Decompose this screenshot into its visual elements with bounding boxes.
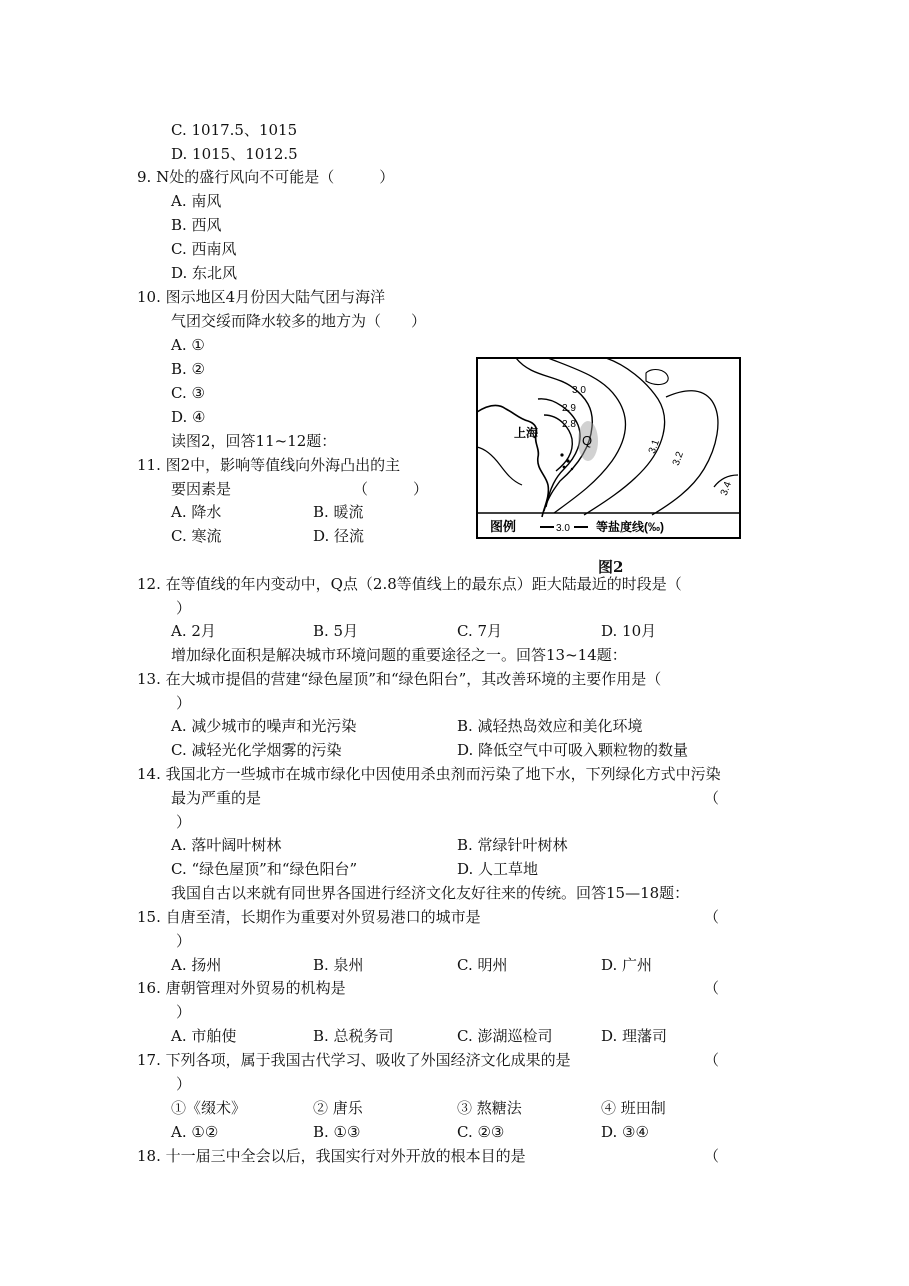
option-line: B. 暖流 [313, 503, 364, 521]
question-18: 18. 十一届三中全会以后，我国实行对外开放的根本目的是 [137, 1147, 526, 1165]
option-line: A. ① [171, 336, 205, 354]
option-line: A. 降水 [171, 503, 222, 521]
option-line: D. 广州 [601, 956, 653, 974]
option-line: B. ② [171, 360, 206, 378]
salinity-map-figure [476, 357, 741, 539]
question-11-cont: 要因素是 [171, 480, 232, 498]
section-intro: 读图2，回答11~12题： [171, 432, 337, 450]
question-14: 14. 我国北方一些城市在城市绿化中因使用杀虫剂而污染了地下水，下列绿化方式中污染 [137, 765, 721, 783]
contour-label: 2.9 [562, 403, 576, 414]
option-line: A. 市舶使 [171, 1027, 237, 1045]
answer-bracket: ） [176, 1003, 192, 1021]
salinity-map [476, 357, 741, 539]
answer-bracket: （ [704, 908, 720, 926]
legend-title: 图例 [490, 519, 517, 534]
contour-label: 2.8 [562, 419, 576, 430]
question-13: 13. 在大城市提倡的营建“绿色屋顶”和“绿色阳台”，其改善环境的主要作用是（ [137, 670, 662, 688]
answer-bracket: （ [704, 979, 720, 997]
legend-text: 等盐度线(‰) [596, 520, 664, 534]
option-line: D. 东北风 [171, 264, 238, 282]
option-line: C. “绿色屋顶”和“绿色阳台” [171, 860, 358, 878]
option-line: C. ③ [171, 384, 205, 402]
option-line: D. 10月 [601, 622, 657, 640]
option-line: B. 泉州 [313, 956, 364, 974]
legend-sample: 3.0 [556, 523, 570, 534]
option-line: C. ②③ [457, 1123, 505, 1141]
option-line: C. 澎湖巡检司 [457, 1027, 553, 1045]
option-line: C. 1017.5、1015 [171, 121, 298, 139]
option-line: C. 减轻光化学烟雾的污染 [171, 741, 342, 759]
choice-item: ④ 班田制 [601, 1099, 666, 1117]
answer-bracket: （ [704, 1147, 720, 1165]
option-line: C. 西南风 [171, 240, 237, 258]
option-line: A. 减少城市的噪声和光污染 [171, 717, 357, 735]
option-line: D. ④ [171, 408, 206, 426]
option-line: D. 径流 [313, 527, 365, 545]
question-9: 9. N处的盛行风向不可能是（ ） [137, 168, 395, 186]
choice-item: ①《缀术》 [171, 1099, 247, 1117]
question-10-cont: 气团交绥而降水较多的地方为（ ） [171, 312, 427, 330]
map-frame [477, 358, 740, 538]
answer-bracket: （ [704, 1051, 720, 1069]
option-line: B. 西风 [171, 216, 222, 234]
question-12: 12. 在等值线的年内变动中，Q点（2.8等值线上的最东点）距大陆最近的时段是（ [137, 575, 682, 593]
answer-bracket: ） [176, 694, 192, 712]
question-16: 16. 唐朝管理对外贸易的机构是 [137, 979, 346, 997]
figure-caption: 图2 [598, 558, 624, 576]
option-line: B. 减轻热岛效应和美化环境 [457, 717, 643, 735]
contour-label: 3.4 [718, 480, 734, 498]
option-line: B. 总税务司 [313, 1027, 394, 1045]
section-intro: 增加绿化面积是解决城市环境问题的重要途径之一。回答13~14题： [171, 646, 627, 664]
answer-bracket: ） [176, 599, 192, 617]
question-15: 15. 自唐至清，长期作为重要对外贸易港口的城市是 [137, 908, 481, 926]
option-line: C. 寒流 [171, 527, 222, 545]
question-11: 11. 图2中，影响等值线向外海凸出的主 [137, 456, 401, 474]
option-line: A. ①② [171, 1123, 219, 1141]
answer-bracket: ） [176, 1075, 192, 1093]
answer-bracket: ） [176, 932, 192, 950]
q-point-label: Q [582, 433, 593, 448]
contour-label: 3.0 [572, 385, 586, 396]
option-line: B. ①③ [313, 1123, 361, 1141]
choice-item: ③ 熬糖法 [457, 1099, 522, 1117]
answer-bracket: （ ） [353, 480, 429, 498]
option-line: A. 南风 [171, 192, 222, 210]
contour-label: 3.1 [646, 438, 662, 456]
option-line: B. 5月 [313, 622, 359, 640]
answer-bracket: ） [176, 813, 192, 831]
option-line: D. 降低空气中可吸入颗粒物的数量 [457, 741, 689, 759]
option-line: A. 扬州 [171, 956, 222, 974]
contour-label: 3.2 [670, 450, 686, 468]
question-14-cont: 最为严重的是 [171, 789, 262, 807]
option-line: A. 2月 [171, 622, 216, 640]
option-line: D. 人工草地 [457, 860, 539, 878]
question-17: 17. 下列各项，属于我国古代学习、吸收了外国经济文化成果的是 [137, 1051, 571, 1069]
option-line: B. 常绿针叶树林 [457, 836, 568, 854]
option-line: A. 落叶阔叶树林 [171, 836, 282, 854]
option-line: D. 理藩司 [601, 1027, 668, 1045]
choice-item: ② 唐乐 [313, 1099, 363, 1117]
option-line: D. 1015、1012.5 [171, 145, 298, 163]
answer-bracket: （ [704, 789, 720, 807]
shanghai-label: 上海 [514, 426, 539, 440]
option-line: C. 明州 [457, 956, 508, 974]
question-10: 10. 图示地区4月份因大陆气团与海洋 [137, 288, 386, 306]
section-intro: 我国自古以来就有同世界各国进行经济文化友好往来的传统。回答15—18题： [171, 884, 690, 902]
option-line: D. ③④ [601, 1123, 649, 1141]
option-line: C. 7月 [457, 622, 503, 640]
